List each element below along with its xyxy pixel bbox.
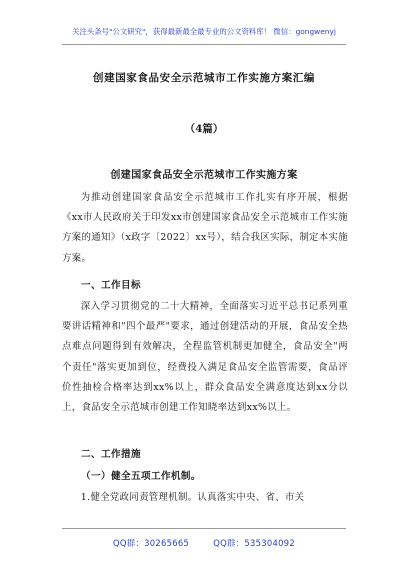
document-count: （4篇） xyxy=(184,123,224,135)
article-title: 创建国家食品安全示范城市工作实施方案 xyxy=(110,170,298,181)
footer-qq-group-1: QQ群：30265665 xyxy=(113,538,190,548)
goals-paragraph: 深入学习贯彻党的二十大精神，全面落实习近平总书记系列重要讲话精神和"四个最严"要求，通过创建活动的开展，食品安全热点难点问题得到有效解决，全程监管机制更加健全，食品安全"两个责任"落实更加到位，经费投入满足食品安全监管需要，食品评价性抽检合格率达到xx%以上，群众食品安全满意度达到xx分以上，食品安全示范城市创建工作知晓率达到xx%以上。 xyxy=(62,301,348,414)
header-divider xyxy=(62,44,346,45)
section-heading-goals: 一、工作目标 xyxy=(81,280,141,291)
subsection-heading-mechanisms: （一）健全五项工作机制。 xyxy=(81,471,201,482)
header-promo-note: 关注头条号"公文研究"，获得最新最全最专业的公文资料库！ 微信：gongwenyj xyxy=(72,27,336,36)
section-heading-measures: 二、工作措施 xyxy=(81,449,141,460)
intro-paragraph: 为推动创建国家食品安全示范城市工作扎实有序开展，根据《xx市人民政府关于印发xx市创建国家食品安全示范城市工作实施方案的通知》（x政字〔2022〕xx号），结合我区实际，制定本实施方案。 xyxy=(62,192,348,264)
footer-contact xyxy=(0,537,408,549)
footer-divider xyxy=(62,528,346,529)
mechanisms-paragraph: 1.健全党政同责管理机制。认真落实中央、省、市关 xyxy=(80,492,305,503)
document-title: 创建国家食品安全示范城市工作实施方案汇编 xyxy=(93,72,315,84)
footer-qq-group-2: QQ群：535304092 xyxy=(213,538,295,548)
